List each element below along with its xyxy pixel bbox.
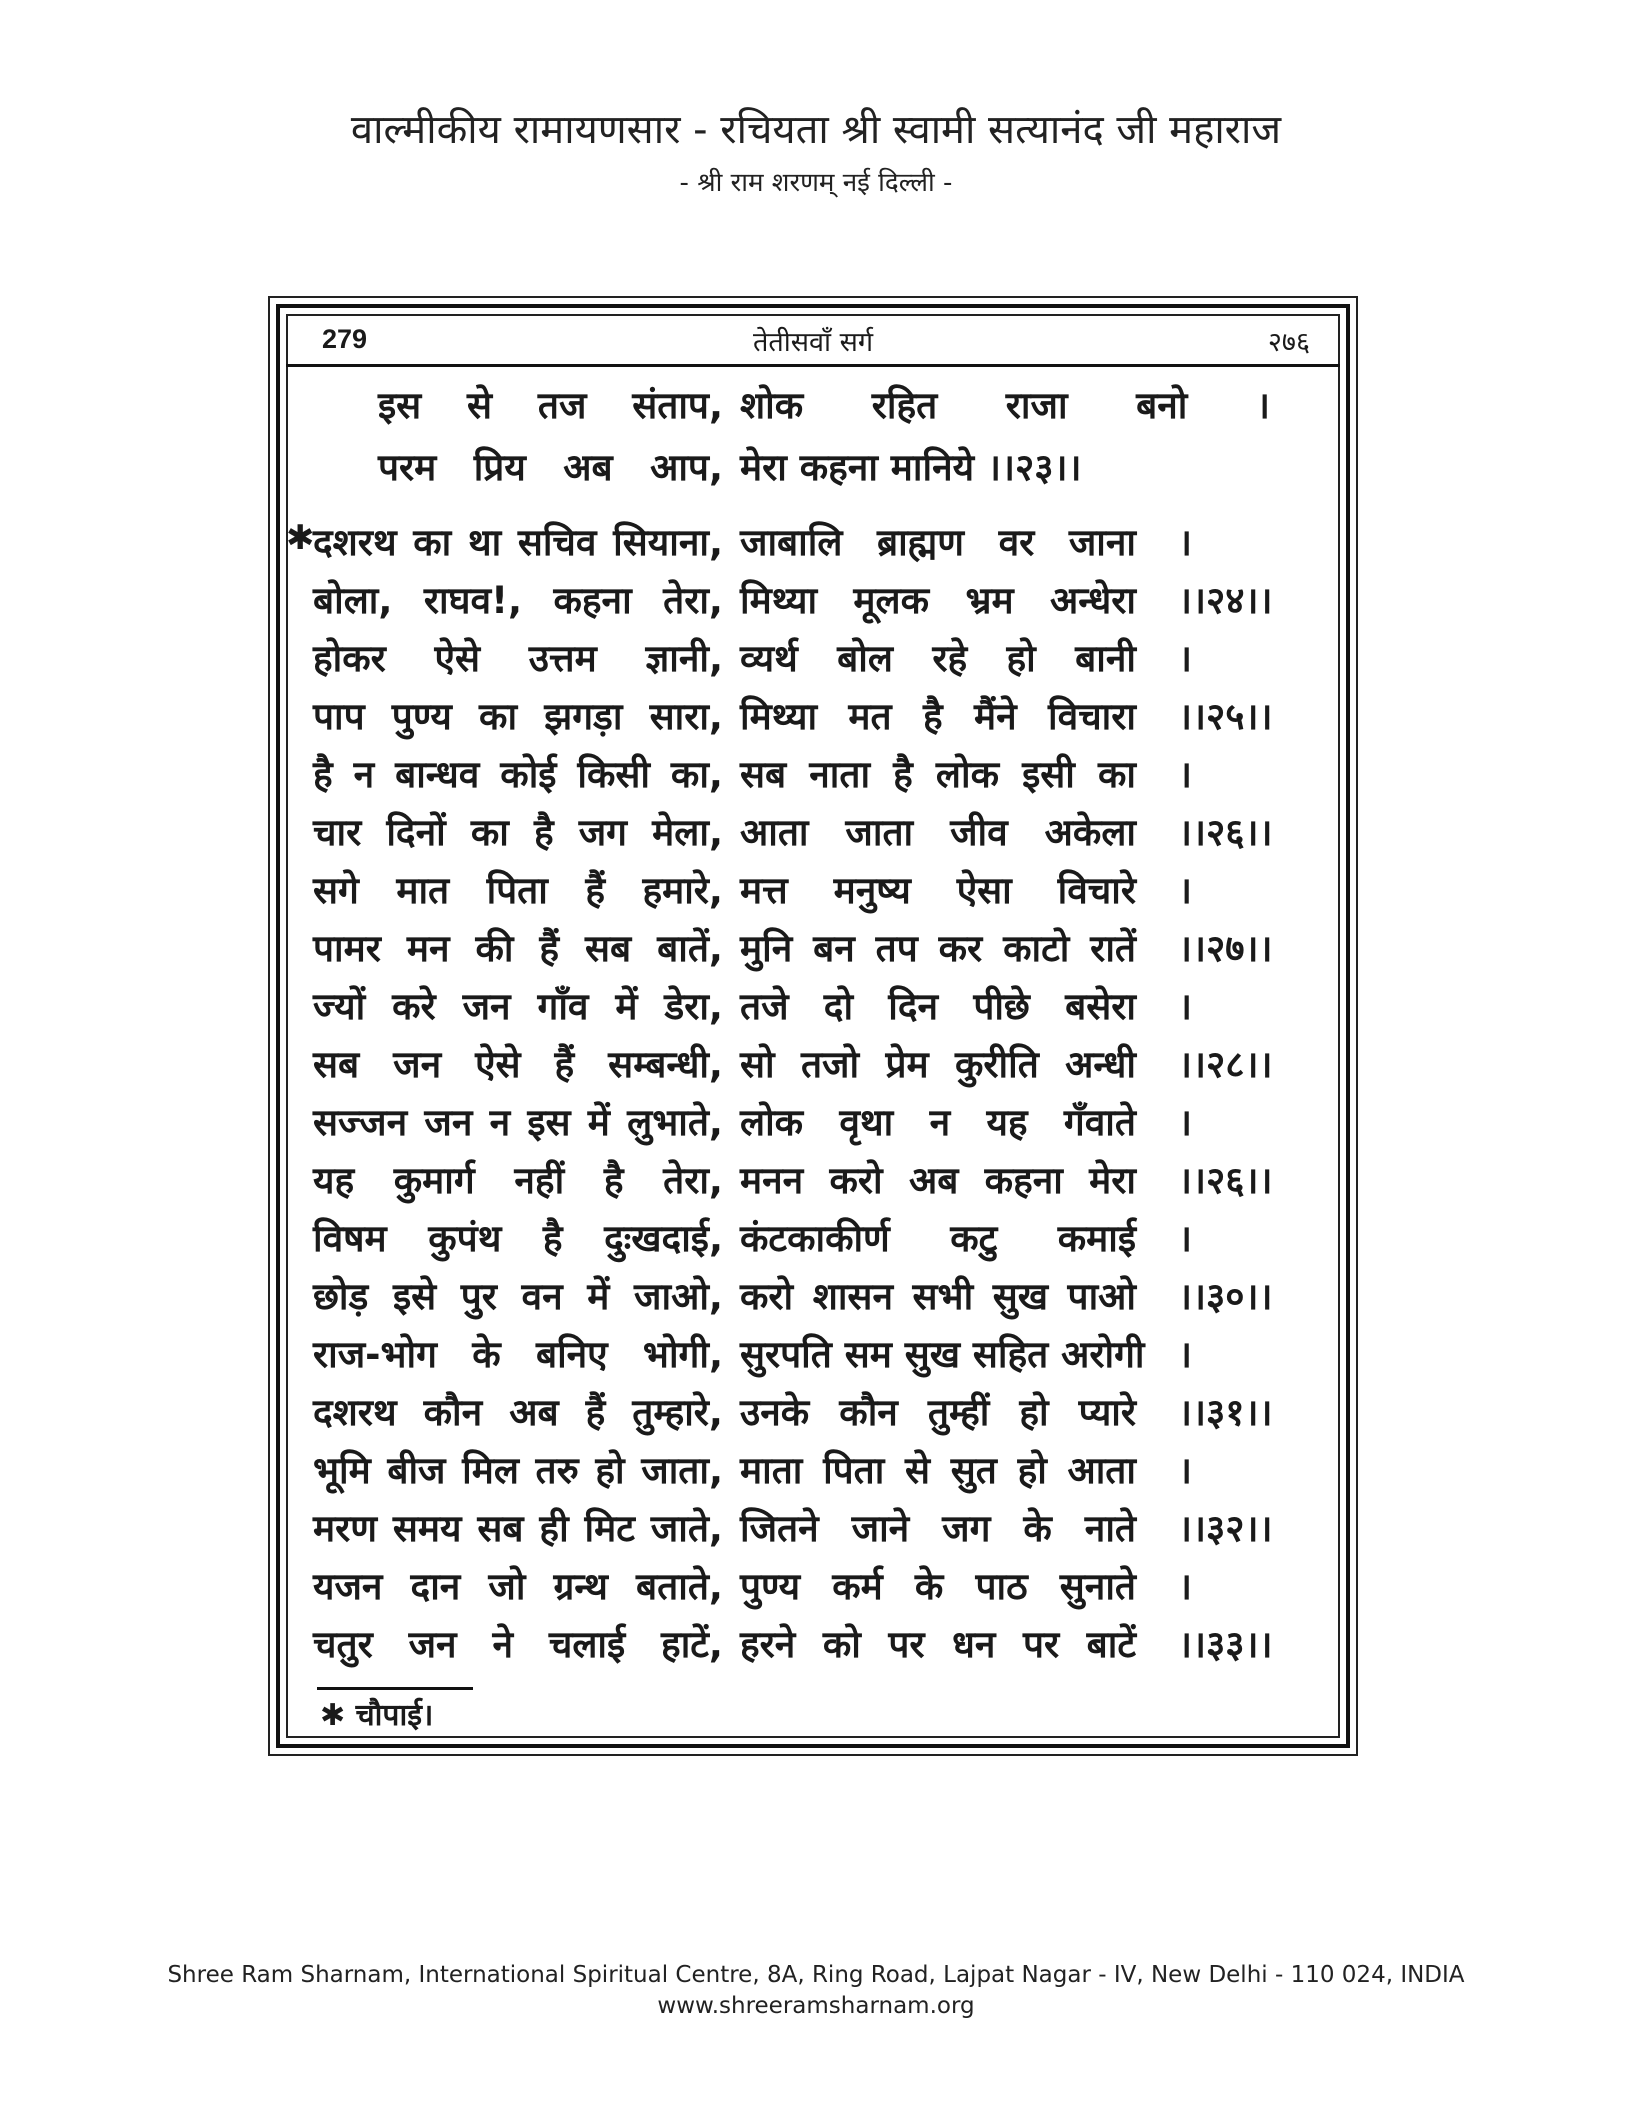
verse-number: । <box>1178 637 1193 680</box>
chaupai-second-half: माता पिता से सुत हो आता <box>740 1449 1136 1492</box>
chaupai-star-marker: ✱ <box>286 518 315 558</box>
chaupai-first-half: यजन दान जो ग्रन्थ बताते, <box>313 1565 723 1608</box>
verse-number: । <box>1178 1333 1193 1376</box>
verse-number: ।।३२।। <box>1178 1507 1273 1550</box>
document-title: वाल्मीकीय रामायणसार - रचियता श्री स्वामी सत्यानंद जी महाराज <box>350 107 1282 153</box>
chaupai-second-half: जाबालि ब्राह्मण वर जाना <box>740 521 1136 564</box>
chaupai-first-half: पामर मन की हैं सब बातें, <box>313 927 723 970</box>
chaupai-second-half: मिथ्या मत है मैंने विचारा <box>740 695 1136 738</box>
footnote-divider <box>317 1687 473 1690</box>
chaupai-second-half: तजे दो दिन पीछे बसेरा <box>740 985 1136 1028</box>
footer-website: www.shreeramsharnam.org <box>657 1993 975 2019</box>
verse-number: ।।२६।। <box>1178 811 1273 854</box>
chaupai-second-half: उनके कौन तुम्हीं हो प्यारे <box>740 1391 1136 1434</box>
chaupai-second-half: करो शासन सभी सुख पाओ <box>740 1275 1136 1318</box>
chaupai-first-half: चतुर जन ने चलाई हाटें, <box>313 1623 723 1666</box>
verse-number: ।।२६।। <box>1178 1159 1273 1202</box>
verse-number: । <box>1178 869 1193 912</box>
verse-number: ।।२८।। <box>1178 1043 1273 1086</box>
chaupai-first-half: छोड़ इसे पुर वन में जाओ, <box>313 1275 723 1318</box>
chaupai-first-half: सब जन ऐसे हैं सम्बन्धी, <box>313 1043 723 1086</box>
chaupai-second-half: सो तजो प्रेम कुरीति अन्धी <box>740 1043 1136 1086</box>
chaupai-first-half: विषम कुपंथ है दुःखदाई, <box>313 1217 723 1260</box>
document-subtitle: - श्री राम शरणम् नई दिल्ली - <box>679 168 953 198</box>
chaupai-first-half: मरण समय सब ही मिट जाते, <box>313 1507 723 1550</box>
page-number-arabic: 279 <box>322 324 368 354</box>
chapter-title: तेतीसवाँ सर्ग <box>752 327 874 358</box>
chaupai-first-half: यह कुमार्ग नहीं है तेरा, <box>313 1159 723 1202</box>
chaupai-first-half: दशरथ का था सचिव सियाना, <box>313 521 723 564</box>
doha-first-half: इस से तज संताप, <box>378 384 723 427</box>
chaupai-first-half: राज-भोग के बनिए भोगी, <box>313 1333 723 1376</box>
footnote: ✱ चौपाई। <box>320 1698 434 1733</box>
chaupai-second-half: लोक वृथा न यह गँवाते <box>740 1101 1136 1144</box>
footer-address: Shree Ram Sharnam, International Spiritual Centre, 8A, Ring Road, Lajpat Nagar - IV, New Delhi - 110 024, INDIA <box>167 1962 1465 1988</box>
chaupai-second-half: कंटकाकीर्ण कटु कमाई <box>740 1217 1136 1260</box>
chaupai-first-half: भूमि बीज मिल तरु हो जाता, <box>313 1449 723 1492</box>
chaupai-first-half: है न बान्धव कोई किसी का, <box>313 753 723 796</box>
chaupai-second-half: आता जाता जीव अकेला <box>740 811 1136 854</box>
chaupai-first-half: दशरथ कौन अब हैं तुम्हारे, <box>313 1391 723 1434</box>
doha-second-half: मेरा कहना मानिये ।।२३।। <box>740 446 1082 489</box>
chaupai-second-half: मुनि बन तप कर काटो रातें <box>740 927 1136 970</box>
chaupai-first-half: होकर ऐसे उत्तम ज्ञानी, <box>313 637 723 680</box>
page-number-devanagari: २७६ <box>1267 327 1310 358</box>
chaupai-second-half: सुरपति सम सुख सहित अरोगी <box>740 1333 1145 1376</box>
chaupai-second-half: जितने जाने जग के नाते <box>740 1507 1136 1550</box>
chaupai-second-half: व्यर्थ बोल रहे हो बानी <box>740 637 1136 680</box>
chaupai-first-half: सज्जन जन न इस में लुभाते, <box>313 1101 723 1144</box>
verse-number: । <box>1178 1217 1193 1260</box>
verse-number: । <box>1178 1449 1193 1492</box>
verse-number: ।।२४।। <box>1178 579 1273 622</box>
chaupai-first-half: सगे मात पिता हैं हमारे, <box>313 869 723 912</box>
verse-number: । <box>1178 753 1193 796</box>
verse-number: ।।२७।। <box>1178 927 1273 970</box>
chaupai-first-half: बोला, राघव!, कहना तेरा, <box>313 579 723 622</box>
verse-number: ।।३३।। <box>1178 1623 1273 1666</box>
chaupai-first-half: चार दिनों का है जग मेला, <box>313 811 723 854</box>
verse-number: । <box>1178 1101 1193 1144</box>
doha-second-half: शोक रहित राजा बनो । <box>740 384 1270 427</box>
chaupai-first-half: पाप पुण्य का झगड़ा सारा, <box>313 695 723 738</box>
verse-number: ।।२५।। <box>1178 695 1273 738</box>
chaupai-second-half: मिथ्या मूलक भ्रम अन्धेरा <box>740 579 1136 622</box>
verse-number: ।।३१।। <box>1178 1391 1273 1434</box>
verse-number: ।।३०।। <box>1178 1275 1273 1318</box>
chaupai-second-half: मत्त मनुष्य ऐसा विचारे <box>740 869 1136 912</box>
verse-number: । <box>1178 1565 1193 1608</box>
chaupai-first-half: ज्यों करे जन गाँव में डेरा, <box>313 985 723 1028</box>
verse-number: । <box>1178 985 1193 1028</box>
chaupai-second-half: सब नाता है लोक इसी का <box>740 753 1136 796</box>
doha-first-half: परम प्रिय अब आप, <box>378 446 723 489</box>
chaupai-second-half: हरने को पर धन पर बाटें <box>740 1623 1136 1666</box>
chaupai-second-half: पुण्य कर्म के पाठ सुनाते <box>740 1565 1136 1608</box>
header-divider <box>286 364 1340 367</box>
chaupai-second-half: मनन करो अब कहना मेरा <box>740 1159 1136 1202</box>
verse-number: । <box>1178 521 1193 564</box>
